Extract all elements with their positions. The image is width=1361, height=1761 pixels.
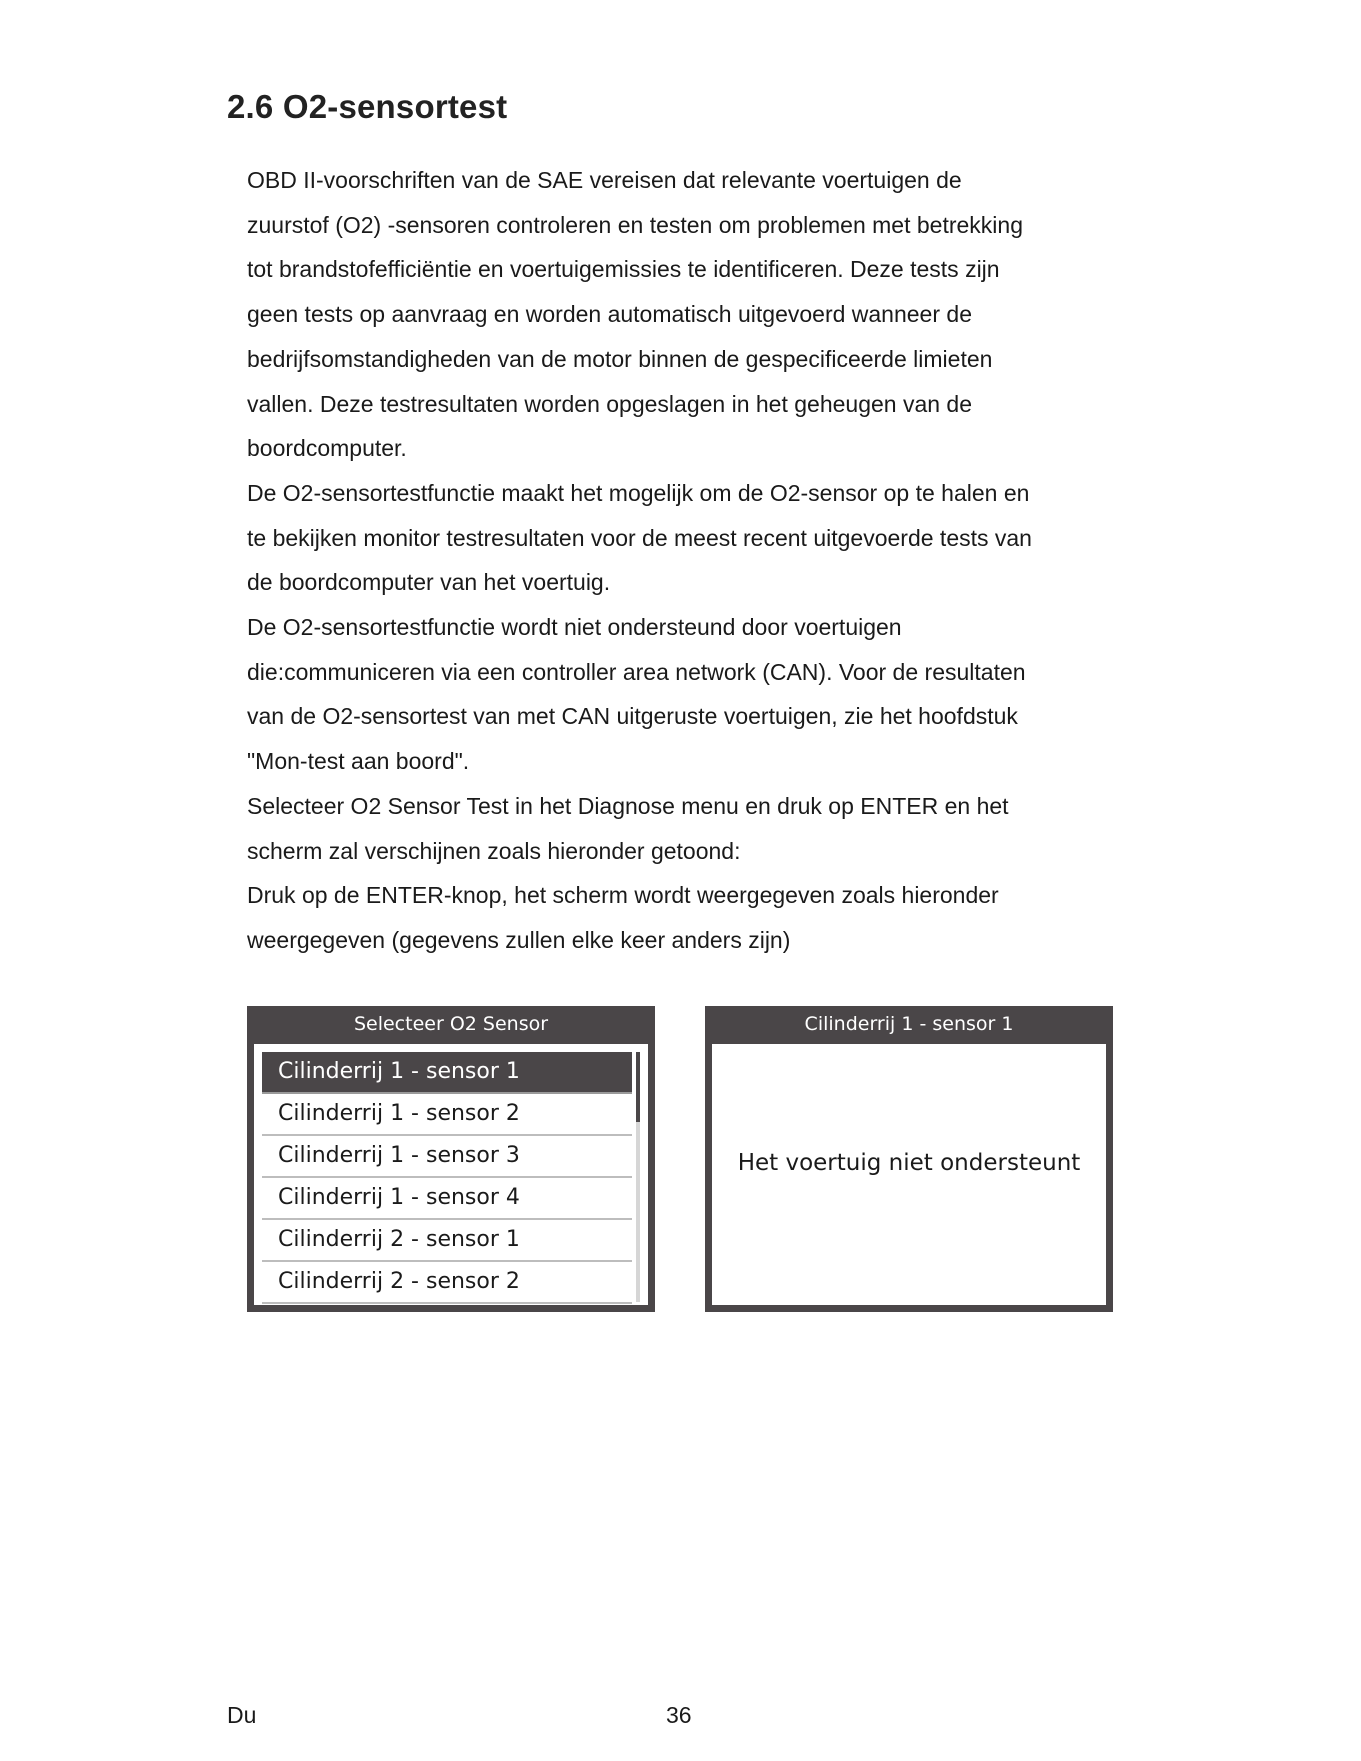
sensor-list-item[interactable]: Cilinderrij 1 - sensor 2 [262,1094,632,1136]
body-line: scherm zal verschijnen zoals hieronder getoond: [247,837,741,864]
body-line: van de O2-sensortest van met CAN uitgeruste voertuigen, zie het hoofdstuk [247,703,1018,730]
body-line: boordcomputer. [247,435,407,462]
body-line: weergegeven (gegevens zullen elke keer anders zijn) [247,926,791,953]
body-line: vallen. Deze testresultaten worden opgeslagen in het geheugen van de [247,390,973,417]
sensor-result-screen [705,1006,1113,1312]
sensor-list-item-selected[interactable]: Cilinderrij 1 - sensor 1 [262,1052,632,1094]
body-line: geen tests op aanvraag en worden automatisch uitgevoerd wanneer de [247,301,972,328]
section-title: 2.6 O2-sensortest [227,88,508,125]
body-line: zuurstof (O2) -sensoren controleren en testen om problemen met betrekking [247,211,1023,238]
body-line: te bekijken monitor testresultaten voor de meest recent uitgevoerde tests van [247,524,1032,551]
not-supported-message: Het voertuig niet ondersteunt [737,1150,1081,1176]
sensor-list [262,1052,632,1304]
body-line: tot brandstofefficiëntie en voertuigemissies te identificeren. Deze tests zijn [247,256,1000,283]
body-line: De O2-sensortestfunctie wordt niet ondersteund door voertuigen [247,614,902,641]
sensor-list-item[interactable]: Cilinderrij 1 - sensor 4 [262,1178,632,1220]
sensor-list-scrollbar[interactable] [636,1052,640,1302]
body-line: die:communiceren via een controller area network (CAN). Voor de resultaten [247,658,1026,685]
body-line: OBD II-voorschriften van de SAE vereisen dat relevante voertuigen de [247,167,962,193]
body-line: bedrijfsomstandigheden van de motor binnen de gespecificeerde limieten [247,345,993,372]
footer-language: Du [227,1702,257,1728]
sensor-list-item[interactable]: Cilinderrij 1 - sensor 3 [262,1136,632,1178]
body-line: de boordcomputer van het voertuig. [247,569,611,596]
page-number: 36 [666,1702,692,1728]
sensor-list-item[interactable]: Cilinderrij 2 - sensor 1 [262,1220,632,1262]
body-line: Druk op de ENTER-knop, het scherm wordt weergegeven zoals hieronder [247,882,999,909]
body-line: De O2-sensortestfunctie maakt het mogelijk om de O2-sensor op te halen en [247,479,1030,506]
body-line: "Mon-test aan boord". [247,748,470,775]
scrollbar-thumb[interactable] [636,1052,640,1122]
sensor-list-item[interactable]: Cilinderrij 2 - sensor 2 [262,1262,632,1304]
select-sensor-screen-body [254,1044,648,1305]
select-sensor-screen-header: Selecteer O2 Sensor [353,1013,549,1035]
sensor-result-screen-body [712,1044,1106,1305]
body-text [247,158,1147,963]
body-line: Selecteer O2 Sensor Test in het Diagnose menu en druk op ENTER en het [247,792,1009,819]
sensor-result-screen-header: Cilinderrij 1 - sensor 1 [804,1013,1014,1035]
select-sensor-screen [247,1006,655,1312]
